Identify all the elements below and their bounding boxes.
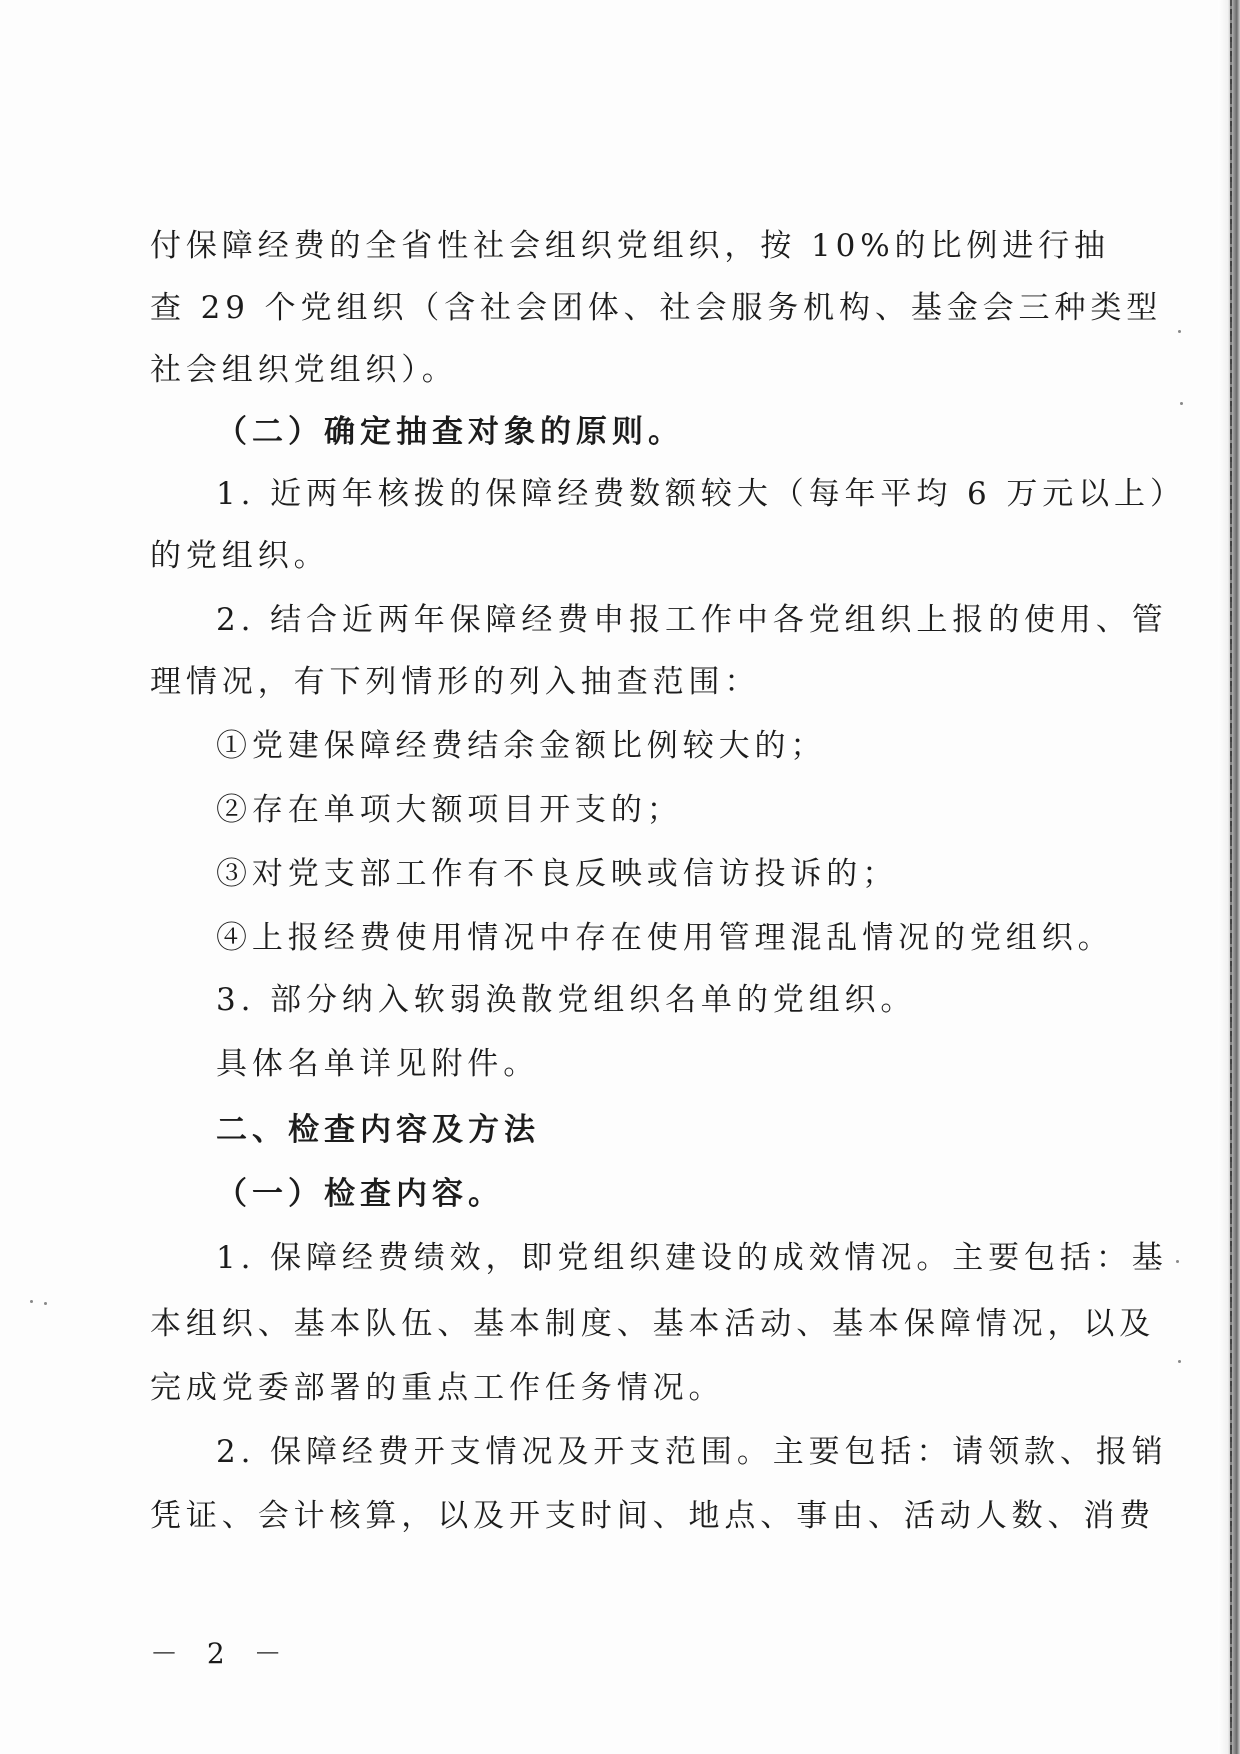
body-line: 查 29 个党组织（含社会团体、社会服务机构、基金会三种类型 xyxy=(150,290,1163,326)
body-line: 1. 近两年核拨的保障经费数额较大（每年平均 6 万元以上） xyxy=(216,476,1186,512)
body-line: 的党组织。 xyxy=(150,538,330,574)
page-number: － 2 － xyxy=(150,1637,292,1670)
scan-speck xyxy=(30,1300,33,1303)
list-item: ③对党支部工作有不良反映或信访投诉的； xyxy=(216,856,899,892)
body-line: 理情况，有下列情形的列入抽查范围： xyxy=(150,664,761,700)
scan-binding-line xyxy=(1230,0,1232,1754)
list-item: ②存在单项大额项目开支的； xyxy=(216,792,683,828)
body-line: 1. 保障经费绩效，即党组织建设的成效情况。主要包括：基 xyxy=(216,1240,1168,1276)
body-line: 完成党委部署的重点工作任务情况。 xyxy=(150,1370,725,1406)
scan-speck xyxy=(1180,402,1183,405)
body-line: 社会组织党组织）。 xyxy=(150,352,458,388)
scan-binding-edge xyxy=(1218,0,1240,1754)
scan-speck xyxy=(44,1302,47,1305)
body-line: 凭证、会计核算，以及开支时间、地点、事由、活动人数、消费 xyxy=(150,1498,1156,1534)
body-line: 本组织、基本队伍、基本制度、基本活动、基本保障情况，以及 xyxy=(150,1306,1156,1342)
section-heading: 二、检查内容及方法 xyxy=(216,1112,540,1148)
list-item: ④上报经费使用情况中存在使用管理混乱情况的党组织。 xyxy=(216,920,1114,956)
scan-speck xyxy=(1178,330,1181,333)
body-line: 具体名单详见附件。 xyxy=(216,1046,540,1082)
body-line: 付保障经费的全省性社会组织党组织，按 10%的比例进行抽 xyxy=(150,228,1110,264)
body-line: 3. 部分纳入软弱涣散党组织名单的党组织。 xyxy=(216,982,917,1018)
body-line: 2. 结合近两年保障经费申报工作中各党组织上报的使用、管 xyxy=(216,602,1168,638)
section-heading: （二）确定抽查对象的原则。 xyxy=(216,414,684,450)
section-heading: （一）检查内容。 xyxy=(216,1176,504,1212)
list-item: ①党建保障经费结余金额比例较大的； xyxy=(216,728,827,764)
scan-speck xyxy=(1178,1360,1181,1363)
scan-speck xyxy=(1176,1260,1179,1263)
body-line: 2. 保障经费开支情况及开支范围。主要包括：请领款、报销 xyxy=(216,1434,1168,1470)
